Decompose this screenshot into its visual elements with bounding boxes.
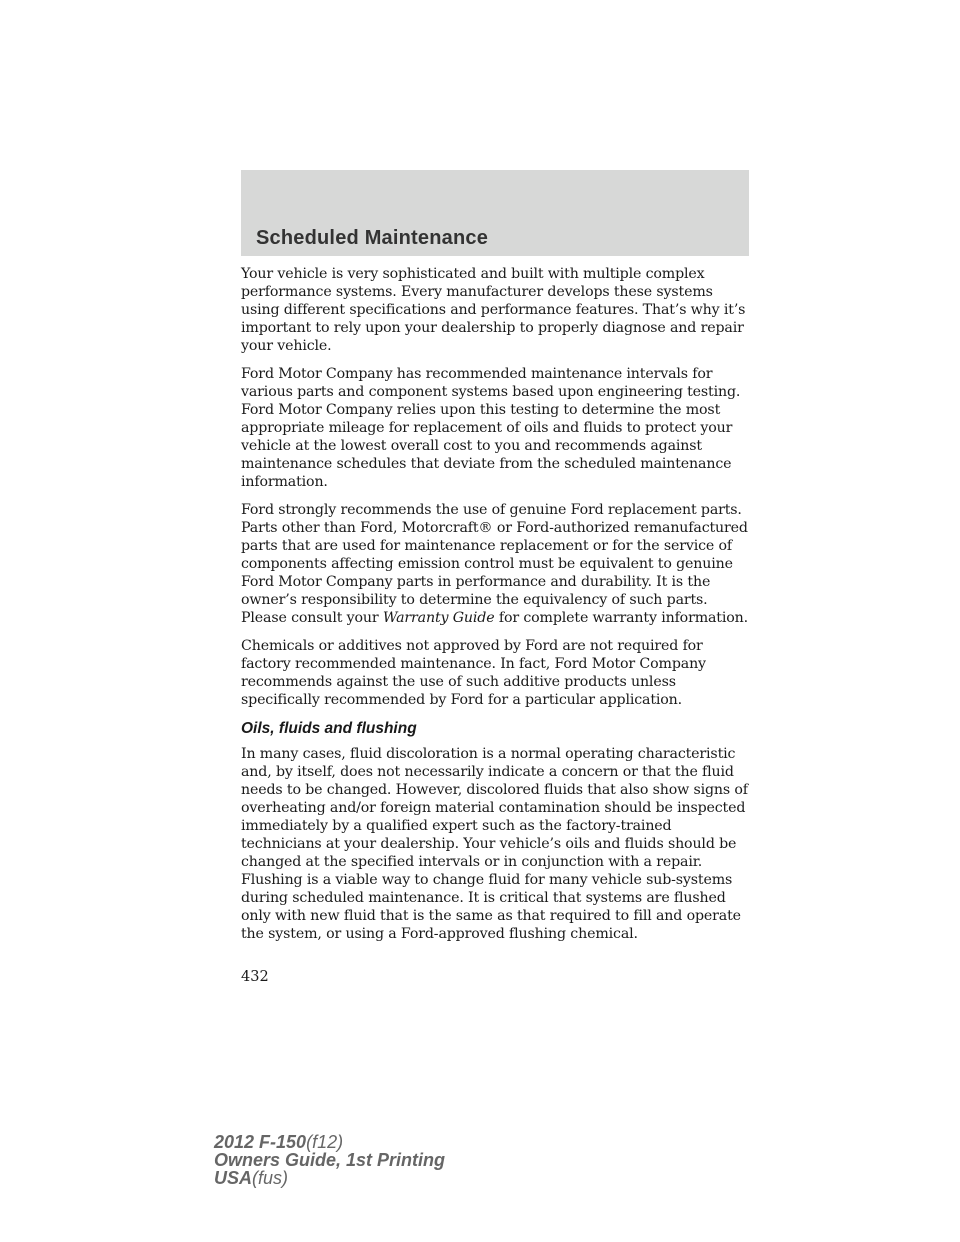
body-content bbox=[241, 265, 751, 953]
paragraph-chemicals-additives: Chemicals or additives not approved by Ford are not required for factory recommended maintenance. In fact, Ford Motor Company recommends against the use of such additive products unless specifically recommended by Ford for a particular application. bbox=[241, 638, 706, 708]
warranty-guide-reference: Warranty Guide bbox=[382, 610, 495, 626]
footer-market-code: (fus) bbox=[252, 1168, 289, 1188]
footer-model-code: (f12) bbox=[306, 1132, 344, 1152]
footer-market: USA bbox=[214, 1168, 253, 1188]
page-number: 432 bbox=[241, 969, 269, 985]
footer-guide-edition: Owners Guide, 1st Printing bbox=[214, 1150, 446, 1170]
section-header-band bbox=[241, 170, 749, 256]
footer-model: 2012 F-150 bbox=[214, 1132, 307, 1152]
footer-line-model bbox=[214, 1133, 445, 1151]
section-title: Scheduled Maintenance bbox=[256, 227, 489, 249]
paragraph-maintenance-intervals: Ford Motor Company has recommended maintenance intervals for various parts and component systems based upon engineering testing. Ford Motor Company relies upon this testing to determine the most appropriate mileage for replacement of oils and fluids to protect your vehicle at the lowest overall cost to you and recommends against maintenance schedules that deviate from the scheduled maintenance information. bbox=[241, 366, 741, 490]
paragraph-replacement-parts-text: Ford strongly recommends the use of genuine Ford replacement parts. Parts other than Ford, Motorcraft® or Ford-authorized remanufactured parts that are used for maintenance replacement or for the service of components affecting emission control must be equivalent to genuine Ford Motor Company parts in performance and durability. It is the owner’s responsibility to determine the equivalency of such parts. Please consult your bbox=[241, 502, 748, 626]
footer-line-guide bbox=[214, 1151, 445, 1169]
paragraph-replacement-parts-tail: for complete warranty information. bbox=[494, 610, 748, 626]
footer-line-market bbox=[214, 1169, 445, 1187]
paragraph-fluid-discoloration: In many cases, fluid discoloration is a normal operating characteristic and, by itself, does not necessarily indicate a concern or that the fluid needs to be changed. However, discolored fluids that also show signs of overheating and/or foreign material contamination should be inspected immediately by a qualified expert such as the factory-trained technicians at your dealership. Your vehicle’s oils and fluids should be changed at the specified intervals or in conjunction with a repair. Flushing is a viable way to change fluid for many vehicle sub-systems during scheduled maintenance. It is critical that systems are flushed only with new fluid that is the same as that required to fill and operate the system, or using a Ford-approved flushing chemical. bbox=[241, 746, 748, 942]
subheading-oils-fluids: Oils, fluids and flushing bbox=[241, 720, 417, 737]
paragraph-intro: Your vehicle is very sophisticated and built with multiple complex performance systems. Every manufacturer develops these systems using different specifications and performance features. That’s why it’s important to rely upon your dealership to properly diagnose and repair your vehicle. bbox=[241, 266, 746, 354]
print-footer bbox=[214, 1133, 445, 1187]
paragraph-replacement-parts bbox=[241, 501, 751, 627]
